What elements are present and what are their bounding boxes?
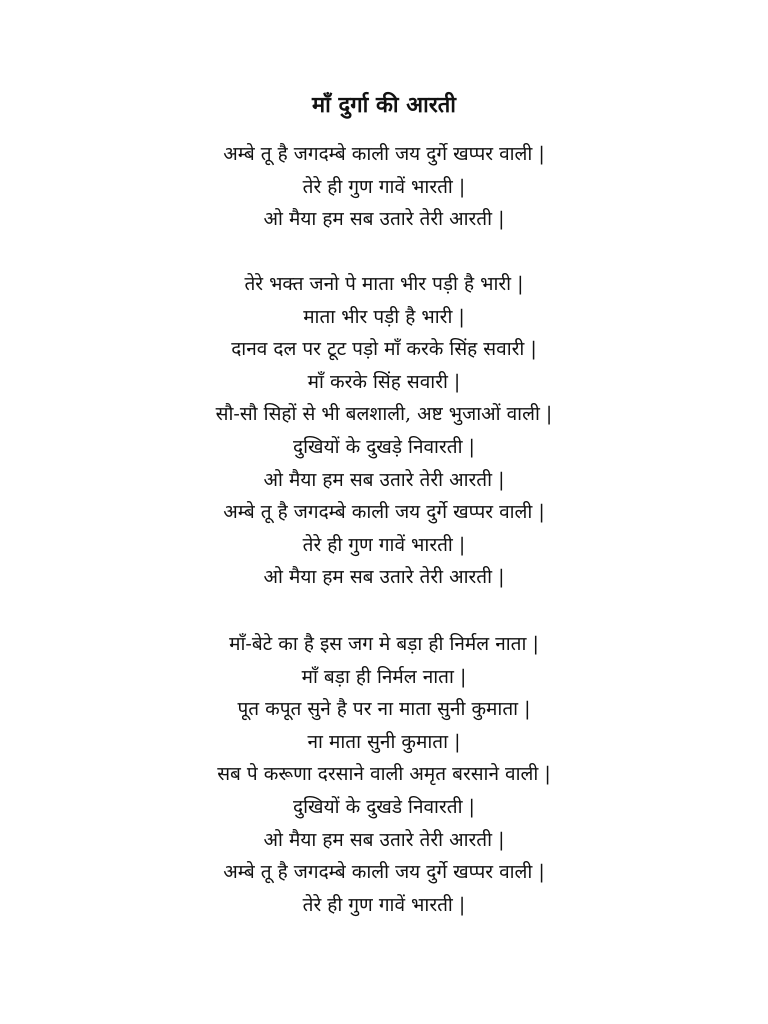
stanza-1	[0, 138, 768, 236]
verse-line: अम्बे तू है जगदम्बे काली जय दुर्गे खप्पर वाली |	[223, 501, 545, 524]
verse-line: दुखियों के दुखडे निवारती |	[293, 795, 475, 818]
verse-line: ओ मैया हम सब उतारे तेरी आरती |	[263, 828, 505, 851]
verse-line: ओ मैया हम सब उतारे तेरी आरती |	[263, 468, 505, 491]
verse-line: तेरे भक्त जनो पे माता भीर पड़ी है भारी |	[244, 273, 524, 295]
verse-line: दानव दल पर टूट पड़ो माँ करके सिंह सवारी |	[231, 338, 537, 361]
document-title: माँ दुर्गा की आरती	[312, 93, 456, 118]
verse-line: ओ मैया हम सब उतारे तेरी आरती |	[263, 208, 505, 231]
verse-line: माता भीर पड़ी है भारी |	[303, 305, 465, 328]
stanza-3	[0, 628, 768, 921]
verse-line: पूत कपूत सुने है पर ना माता सुनी कुमाता |	[237, 698, 531, 721]
verse-line: तेरे ही गुण गावें भारती |	[302, 175, 466, 198]
stanza-2	[0, 268, 768, 594]
verse-line: तेरे ही गुण गावें भारती |	[302, 893, 466, 916]
verse-line: अम्बे तू है जगदम्बे काली जय दुर्गे खप्पर वाली |	[223, 861, 545, 884]
verse-line: तेरे ही गुण गावें भारती |	[302, 533, 466, 556]
verse-line: माँ बड़ा ही निर्मल नाता |	[301, 665, 467, 688]
verse-line: माँ-बेटे का है इस जग मे बड़ा ही निर्मल नाता |	[229, 633, 539, 655]
verse-line: दुखियों के दुखड़े निवारती |	[293, 435, 475, 458]
verse-line: ओ मैया हम सब उतारे तेरी आरती |	[263, 566, 505, 589]
verse-line: सौ-सौ सिहों से भी बलशाली, अष्ट भुजाओं वाली |	[215, 403, 553, 426]
verse-line: माँ करके सिंह सवारी |	[307, 370, 461, 393]
verse-line: अम्बे तू है जगदम्बे काली जय दुर्गे खप्पर वाली |	[223, 143, 545, 165]
verse-line: ना माता सुनी कुमाता |	[307, 730, 461, 753]
verse-line: सब पे करूणा दरसाने वाली अमृत बरसाने वाली |	[217, 763, 551, 786]
